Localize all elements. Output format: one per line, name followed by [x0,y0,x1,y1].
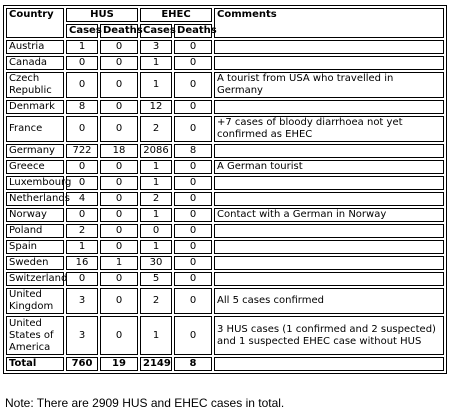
hus-deaths-cell: 0 [100,56,138,70]
header-country: Country [6,8,64,38]
ehec-deaths-cell: 0 [174,72,212,98]
comment-cell [214,40,444,54]
ehec-cases-cell: 0 [140,224,172,238]
comment-cell [214,240,444,254]
country-cell: Switzerland [6,272,64,286]
table-row [6,56,444,70]
country-cell: Czech Republic [6,72,64,98]
ehec-cases-cell: 2 [140,192,172,206]
ehec-deaths-cell: 0 [174,176,212,190]
table-row [6,288,444,314]
total-ehec-cases-cell: 2149 [140,357,172,371]
ehec-deaths-cell: 0 [174,192,212,206]
ehec-cases-cell: 1 [140,160,172,174]
table-row [6,72,444,98]
ehec-cases-cell: 5 [140,272,172,286]
comment-cell: A German tourist [214,160,444,174]
ehec-hus-case-table [3,5,447,374]
country-cell: Spain [6,240,64,254]
ehec-cases-cell: 3 [140,40,172,54]
comment-cell: +7 cases of bloody diarrhoea not yet confirmed as EHEC [214,116,444,142]
country-cell: Germany [6,144,64,158]
ehec-cases-cell: 1 [140,56,172,70]
table-row [6,208,444,222]
hus-deaths-cell: 0 [100,72,138,98]
ehec-deaths-cell: 0 [174,256,212,270]
hus-deaths-cell: 0 [100,288,138,314]
hus-deaths-cell: 0 [100,176,138,190]
total-label-cell: Total [6,357,64,371]
country-cell: Greece [6,160,64,174]
table-row [6,240,444,254]
country-cell: Luxembourg [6,176,64,190]
hus-cases-cell: 0 [66,72,98,98]
header-hus-deaths: Deaths [100,24,138,38]
table-row [6,144,444,158]
ehec-deaths-cell: 0 [174,116,212,142]
table-body [6,40,444,371]
hus-deaths-cell: 0 [100,316,138,355]
hus-cases-cell: 1 [66,240,98,254]
ehec-deaths-cell: 0 [174,160,212,174]
ehec-cases-cell: 1 [140,176,172,190]
table-row [6,224,444,238]
comment-cell: 3 HUS cases (1 confirmed and 2 suspected) and 1 suspected EHEC case without HUS [214,316,444,355]
total-comment-cell [214,357,444,371]
hus-deaths-cell: 0 [100,272,138,286]
comment-cell [214,192,444,206]
comment-cell [214,100,444,114]
comment-cell [214,56,444,70]
ehec-cases-cell: 12 [140,100,172,114]
table-row [6,116,444,142]
header-ehec-deaths: Deaths [174,24,212,38]
hus-deaths-cell: 0 [100,240,138,254]
hus-cases-cell: 2 [66,224,98,238]
footnote: Note: There are 2909 HUS and EHEC cases in total. [5,396,285,410]
hus-deaths-cell: 0 [100,208,138,222]
header-hus: HUS [66,8,138,22]
table-row [6,192,444,206]
hus-deaths-cell: 0 [100,40,138,54]
hus-cases-cell: 1 [66,40,98,54]
hus-deaths-cell: 0 [100,224,138,238]
hus-deaths-cell: 1 [100,256,138,270]
ehec-cases-cell: 2086 [140,144,172,158]
country-cell: Sweden [6,256,64,270]
comment-cell [214,256,444,270]
ehec-cases-cell: 1 [140,316,172,355]
hus-cases-cell: 0 [66,208,98,222]
header-comments: Comments [214,8,444,38]
country-cell: Denmark [6,100,64,114]
hus-cases-cell: 8 [66,100,98,114]
comment-cell [214,272,444,286]
header-hus-cases: Cases [66,24,98,38]
ehec-deaths-cell: 8 [174,144,212,158]
ehec-deaths-cell: 0 [174,100,212,114]
ehec-deaths-cell: 0 [174,240,212,254]
ehec-deaths-cell: 0 [174,40,212,54]
comment-cell: All 5 cases confirmed [214,288,444,314]
hus-deaths-cell: 18 [100,144,138,158]
hus-deaths-cell: 0 [100,160,138,174]
table-row [6,40,444,54]
hus-cases-cell: 0 [66,176,98,190]
hus-deaths-cell: 0 [100,192,138,206]
country-cell: United States of America [6,316,64,355]
hus-cases-cell: 4 [66,192,98,206]
ehec-deaths-cell: 0 [174,272,212,286]
ehec-cases-cell: 1 [140,208,172,222]
country-cell: United Kingdom [6,288,64,314]
ehec-cases-cell: 2 [140,116,172,142]
hus-cases-cell: 0 [66,116,98,142]
table-row [6,256,444,270]
hus-deaths-cell: 0 [100,100,138,114]
ehec-deaths-cell: 0 [174,288,212,314]
table-row [6,272,444,286]
hus-cases-cell: 3 [66,316,98,355]
header-ehec: EHEC [140,8,212,22]
ehec-deaths-cell: 0 [174,224,212,238]
total-ehec-deaths-cell: 8 [174,357,212,371]
table-row [6,316,444,355]
hus-cases-cell: 0 [66,56,98,70]
header-row-top [6,8,444,22]
ehec-cases-cell: 1 [140,72,172,98]
ehec-deaths-cell: 0 [174,208,212,222]
comment-cell [214,224,444,238]
total-hus-cases-cell: 760 [66,357,98,371]
hus-cases-cell: 0 [66,160,98,174]
comment-cell [214,144,444,158]
hus-cases-cell: 722 [66,144,98,158]
comment-cell: Contact with a German in Norway [214,208,444,222]
comment-cell: A tourist from USA who travelled in Germany [214,72,444,98]
ehec-cases-cell: 1 [140,240,172,254]
country-cell: Norway [6,208,64,222]
country-cell: Austria [6,40,64,54]
ehec-cases-cell: 30 [140,256,172,270]
ehec-deaths-cell: 0 [174,316,212,355]
hus-deaths-cell: 0 [100,116,138,142]
country-cell: Poland [6,224,64,238]
total-hus-deaths-cell: 19 [100,357,138,371]
table-row [6,100,444,114]
country-cell: Netherlands [6,192,64,206]
total-row [6,357,444,371]
country-cell: France [6,116,64,142]
hus-cases-cell: 3 [66,288,98,314]
table-row [6,160,444,174]
country-cell: Canada [6,56,64,70]
comment-cell [214,176,444,190]
ehec-deaths-cell: 0 [174,56,212,70]
hus-cases-cell: 0 [66,272,98,286]
header-ehec-cases: Cases [140,24,172,38]
hus-cases-cell: 16 [66,256,98,270]
ehec-cases-cell: 2 [140,288,172,314]
table-row [6,176,444,190]
